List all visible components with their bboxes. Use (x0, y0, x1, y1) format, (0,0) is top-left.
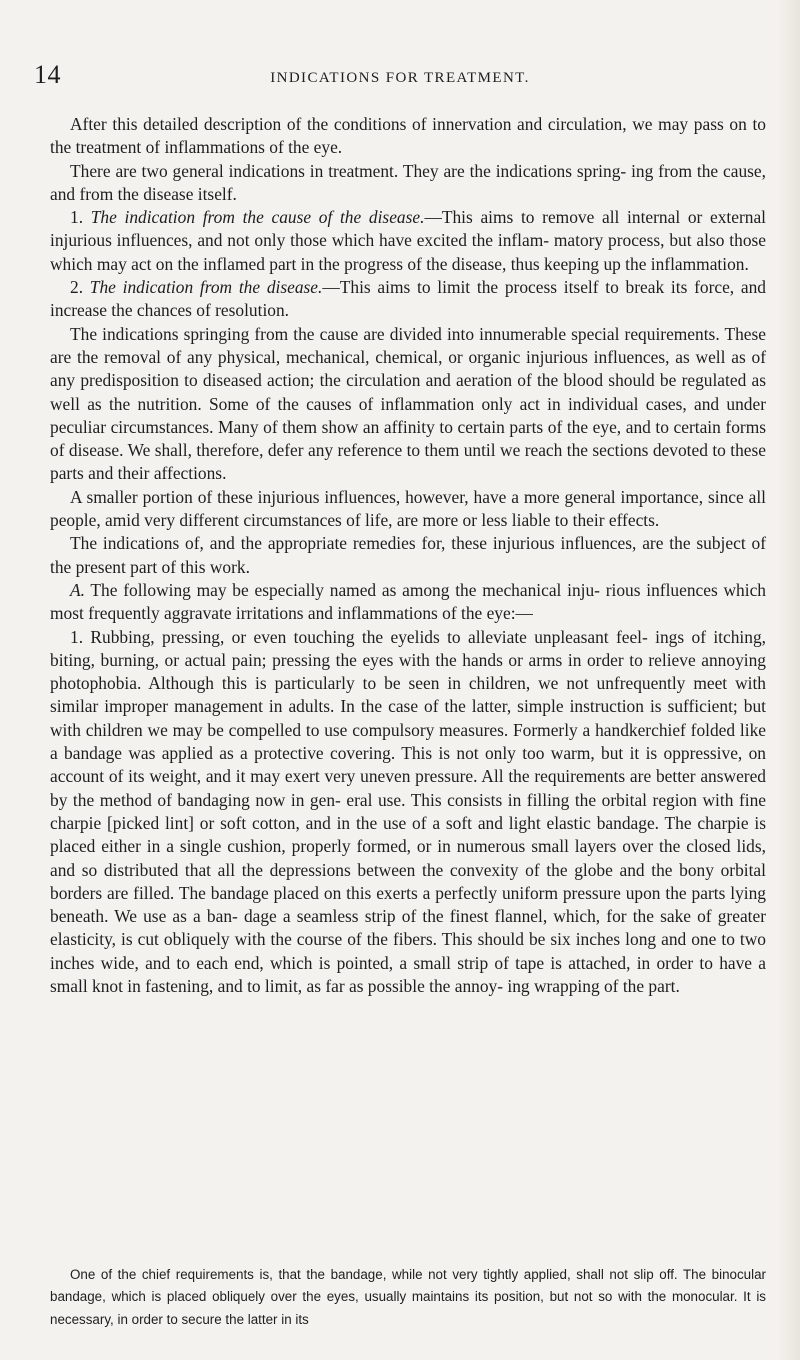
page-edge-shadow (778, 0, 800, 1360)
cause-requirements-paragraph: The indications springing from the cause are divided into innumerable special requirements. These are the removal of any physical, mechanical, chemical, or organic injurious influences, as well as of any predisposition to diseased action; the circulation and aeration of the blood should be regulated as well as the nutrition. Some of the causes of inflammation only act in individual cases, and under peculiar circumstances. Many of them show an affinity to certain parts of the eye, and to certain forms of disease. We shall, therefore, defer any reference to them until we reach the sections devoted to these parts and their affections. (50, 323, 766, 484)
body-text (50, 113, 766, 998)
section-a-text: The following may be especially named as among the mechanical inju- rious influences which most frequently aggravate irritations and inflammations of the eye:— (50, 579, 766, 624)
running-title: INDICATIONS FOR TREATMENT. (270, 70, 530, 86)
indication-cause-paragraph (50, 206, 766, 276)
rubbing-paragraph: 1. Rubbing, pressing, or even touching the eyelids to alleviate unpleasant feel- ings of itching, biting, burning, or actual pain; pressing the eyes with the hands or arms in order to relieve annoying photophobia. Although this is particularly to be seen in children, we not unfrequently meet with similar improper management in adults. In the case of the latter, simple instruction is sufficient; but with children we may be compelled to use compulsory measures. Formerly a handkerchief folded like a bandage was applied as a protective covering. This is not only too warm, but it is oppressive, on account of its weight, and it may exert very uneven pressure. All the requirements are better answered by the method of bandaging now in gen- eral use. This consists in filling the orbital region with fine charpie [picked lint] or soft cotton, and in the use of a soft and light elastic bandage. The charpie is placed either in a single cushion, properly formed, or in numerous small layers over the closed lids, and so distributed that all the depressions between the convexity of the globe and the bony orbital borders are filled. The bandage placed on this exerts a perfectly uniform pressure upon the parts lying beneath. We use as a ban- dage a seamless strip of the finest flannel, which, for the sake of greater elasticity, is cut obliquely with the course of the fibers. This should be six inches long and one to two inches wide, and to each end, which is pointed, a small strip of tape is attached, in order to have a small knot in fastening, and to limit, as far as possible the annoy- ing wrapping of the part. (50, 626, 766, 996)
intro-paragraph: After this detailed description of the conditions of innervation and circulation, we may pass on to the treatment of inflammations of the eye. (50, 114, 766, 158)
indication-disease-heading: The indication from the disease. (89, 277, 323, 298)
general-indications-paragraph: There are two general indications in treatment. They are the indications spring- ing from the cause, and from the disease itself. (50, 160, 766, 204)
smaller-portion-paragraph: A smaller portion of these injurious influences, however, have a more general importance, since all people, amid very different circumstances of life, are more or less liable to their effects. (50, 486, 766, 531)
item-number: 2. (70, 277, 90, 298)
item-number: 1. (70, 207, 91, 228)
footnote-text: One of the chief requirements is, that the bandage, while not very tightly applied, shall not slip off. The binocular bandage, which is placed obliquely over the eyes, usually maintains its position, but not so with the monocular. It is necessary, in order to secure the latter in its (50, 1267, 766, 1327)
footnote (50, 1264, 766, 1331)
remedies-paragraph: The indications of, and the appropriate remedies for, these injurious influences, are the subject of the present part of this work. (50, 533, 766, 577)
page-number: 14 (34, 60, 61, 89)
indication-disease-paragraph (50, 276, 766, 323)
indication-disease-text: —This aims to limit the process itself to break its force, and increase the chances of resolution. (50, 277, 766, 321)
indication-cause-text: —This aims to remove all internal or external injurious influences, and not only those which have excited the inflam- matory process, but also those which may act on the inflamed part in the progress of the disease, thus keeping up the inflammation. (50, 207, 767, 274)
indication-cause-heading: The indication from the cause of the disease. (90, 207, 425, 228)
section-a-label: A. (70, 579, 85, 600)
section-a-paragraph (50, 579, 766, 626)
